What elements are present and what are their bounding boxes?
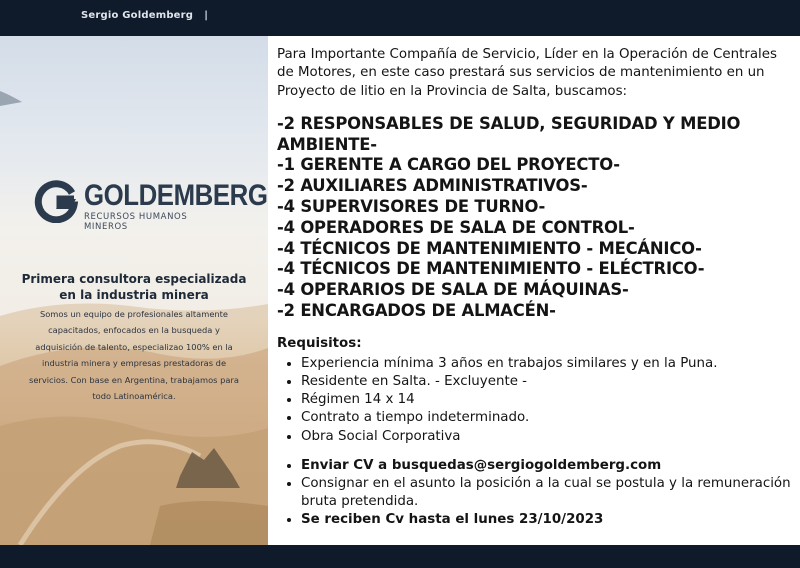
logo-wordmark: GOLDEMBERG <box>84 179 268 212</box>
requirement-item: • Régimen 14 x 14 <box>301 391 792 409</box>
top-bar <box>0 0 800 36</box>
apply-deadline: • Se reciben Cv hasta el lunes 23/10/2023 <box>301 511 792 529</box>
requirement-item: • Obra Social Corporativa <box>301 428 792 446</box>
apply-email: • Enviar CV a busquedas@sergiogoldemberg.com <box>301 457 792 475</box>
job-posting <box>277 46 792 530</box>
logo-tagline: RECURSOS HUMANOS MINEROS <box>84 212 188 232</box>
position-item: -4 OPERARIOS DE SALA DE MÁQUINAS- <box>277 280 629 300</box>
brand-separator: | <box>204 10 209 21</box>
requirements-title: Requisitos: <box>277 335 362 351</box>
position-item: -4 SUPERVISORES DE TURNO- <box>277 197 546 217</box>
position-item: -2 AUXILIARES ADMINISTRATIVOS- <box>277 176 588 196</box>
left-description: Somos un equipo de profesionales altamente capacitados, enfocados en la busqueda y adquisición de talento, especializao 100% en la industria minera y empresas prestadoras de servicios. Con base en Argentina, trabajamos para todo Latinoamérica. <box>29 309 239 402</box>
position-item: -2 RESPONSABLES DE SALUD, SEGURIDAD Y MEDIO AMBIENTE- <box>277 113 741 154</box>
left-title: Primera consultora especializada en la industria minera <box>21 272 247 302</box>
header-brand <box>81 10 208 21</box>
requirement-item: • Residente en Salta. - Excluyente - <box>301 373 792 391</box>
positions-list <box>277 114 792 322</box>
position-item: -4 TÉCNICOS DE MANTENIMIENTO - ELÉCTRICO- <box>277 259 705 279</box>
position-item: -1 GERENTE A CARGO DEL PROYECTO- <box>277 155 620 175</box>
left-panel <box>0 36 268 545</box>
requirements-list <box>277 355 792 446</box>
intro-paragraph: Para Importante Compañía de Servicio, Líder en la Operación de Centrales de Motores, en este caso prestará sus servicios de mantenimiento en un Proyecto de litio en la Provincia de Salta, buscamos: <box>277 47 777 99</box>
position-item: -4 OPERADORES DE SALA DE CONTROL- <box>277 217 635 237</box>
requirement-item: • Contrato a tiempo indeterminado. <box>301 409 792 427</box>
requirement-item: • Experiencia mínima 3 años en trabajos similares y en la Puna. <box>301 355 792 373</box>
position-item: -4 TÉCNICOS DE MANTENIMIENTO - MECÁNICO- <box>277 238 702 258</box>
company-logo <box>34 179 268 232</box>
bottom-bar <box>0 545 800 568</box>
application-list <box>277 457 792 530</box>
position-item: -2 ENCARGADOS DE ALMACÉN- <box>277 301 556 321</box>
brand-name: Sergio Goldemberg <box>81 10 194 21</box>
apply-subject-note: • Consignar en el asunto la posición a la cual se postula y la remuneración bruta pretendida. <box>301 475 792 511</box>
g-monogram-icon <box>34 179 78 223</box>
